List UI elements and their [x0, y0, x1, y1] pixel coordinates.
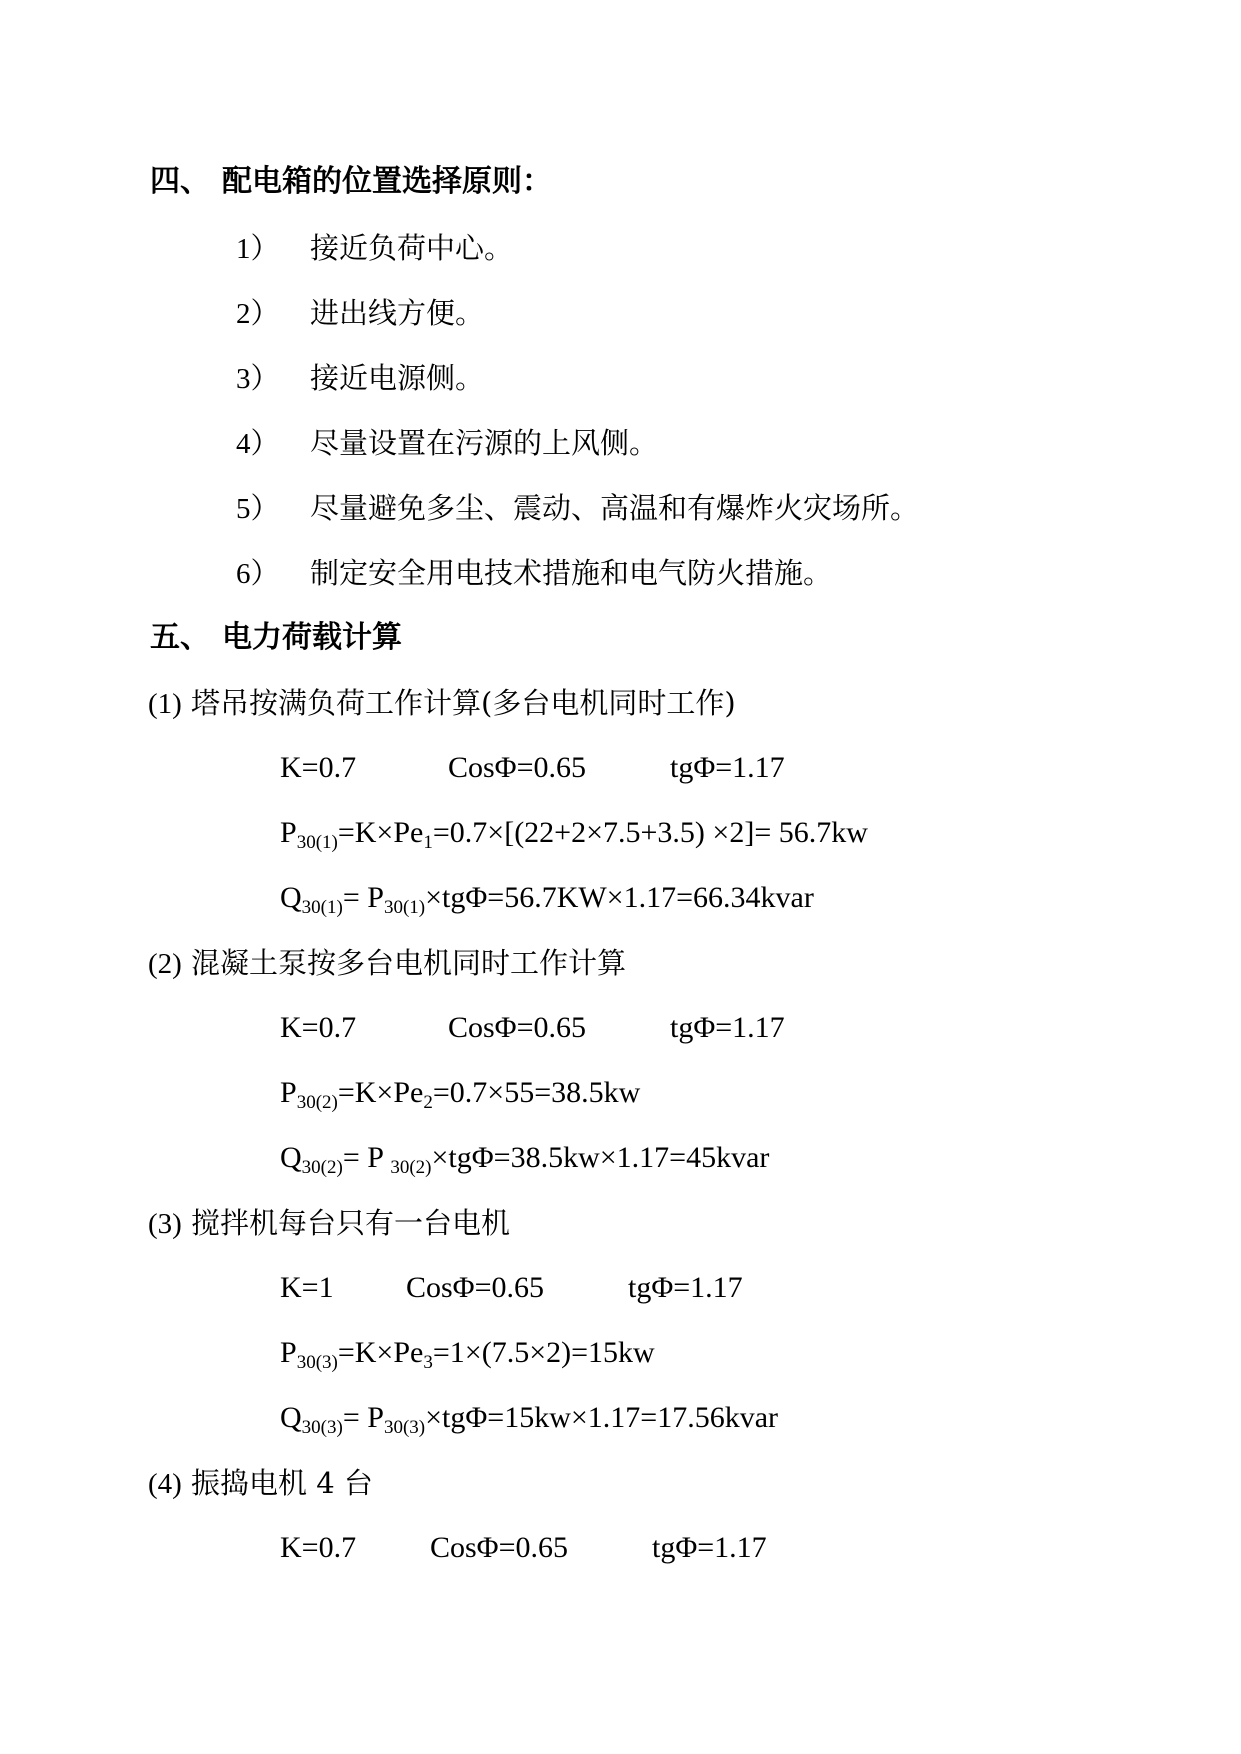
formula-part: =0.7×[(22+2×7.5+3.5) ×2]= 56.7kw: [432, 816, 868, 849]
list-text: 尽量避免多尘、震动、高温和有爆炸火灾场所。: [310, 491, 920, 525]
list-marker: 4）: [236, 428, 280, 460]
formula-symbol: Q: [280, 1141, 302, 1174]
calc-1-title: 塔吊按满负荷工作计算(多台电机同时工作): [191, 686, 736, 720]
formula-subscript: 30(3): [301, 1417, 343, 1438]
formula-symbol: P: [280, 816, 297, 849]
list-marker: 5）: [236, 493, 280, 525]
list-text: 尽量设置在污源的上风侧。: [310, 426, 659, 460]
calc-3-q-formula: [280, 1400, 778, 1436]
formula-symbol: Q: [280, 1401, 302, 1434]
list-marker: 2）: [236, 298, 280, 330]
section-5-number: 五、: [150, 620, 210, 655]
formula-subscript: 30(2): [390, 1157, 432, 1178]
tg-value: tgΦ=1.17: [628, 1271, 743, 1304]
formula-subscript: 30(1): [296, 832, 338, 853]
calc-4-heading: [148, 1465, 373, 1502]
formula-part: =K×Pe: [337, 816, 424, 849]
formula-part: = P: [342, 1401, 384, 1434]
list-marker: 3）: [236, 363, 280, 395]
list-text: 接近负荷中心。: [310, 231, 514, 265]
formula-part: =K×Pe: [337, 1336, 424, 1369]
formula-part: =1×(7.5×2)=15kw: [432, 1336, 655, 1369]
formula-symbol: Q: [280, 881, 302, 914]
calc-2-heading: [148, 945, 626, 982]
list-item: [236, 360, 484, 397]
formula-subscript: 1: [423, 832, 433, 853]
formula-subscript: 30(1): [383, 897, 426, 918]
list-marker: 1）: [236, 233, 280, 265]
cos-value: CosΦ=0.65: [406, 1271, 545, 1304]
section-5-heading: [150, 620, 402, 656]
k-value: K=0.7: [280, 1531, 357, 1564]
formula-part: ×tgΦ=56.7KW×1.17=66.34kvar: [425, 881, 814, 914]
calc-3-p-formula: [280, 1335, 655, 1371]
formula-part: = P: [342, 1141, 391, 1174]
k-value: K=1: [280, 1271, 334, 1304]
calc-1-coefficients: [280, 750, 785, 786]
calc-2-title: 混凝土泵按多台电机同时工作计算: [191, 946, 627, 980]
calc-3-tag: (3): [148, 1208, 182, 1240]
formula-part: ×tgΦ=15kw×1.17=17.56kvar: [425, 1401, 779, 1434]
calc-2-coefficients: [280, 1010, 785, 1046]
calc-3-heading: [148, 1205, 510, 1242]
formula-symbol: P: [280, 1076, 297, 1109]
calc-3-title: 搅拌机每台只有一台电机: [191, 1206, 511, 1240]
calc-2-p-formula: [280, 1075, 640, 1111]
cos-value: CosΦ=0.65: [448, 751, 587, 784]
formula-part: ×tgΦ=38.5kw×1.17=45kvar: [431, 1141, 770, 1174]
list-text: 制定安全用电技术措施和电气防火措施。: [310, 556, 833, 590]
calc-4-tag: (4): [148, 1468, 182, 1500]
formula-part: =K×Pe: [337, 1076, 424, 1109]
tg-value: tgΦ=1.17: [652, 1531, 767, 1564]
calc-2-q-formula: [280, 1140, 769, 1176]
calc-1-heading: [148, 685, 736, 722]
list-text: 进出线方便。: [310, 296, 485, 330]
formula-symbol: P: [280, 1336, 297, 1369]
list-item: [236, 425, 658, 462]
tg-value: tgΦ=1.17: [670, 1011, 785, 1044]
calc-1-q-formula: [280, 880, 814, 916]
list-text: 接近电源侧。: [310, 361, 485, 395]
formula-part: =0.7×55=38.5kw: [432, 1076, 641, 1109]
section-4-number: 四、: [150, 164, 210, 199]
formula-subscript: 30(3): [296, 1352, 338, 1373]
cos-value: CosΦ=0.65: [448, 1011, 587, 1044]
formula-subscript: 30(2): [296, 1092, 338, 1113]
calc-1-p-formula: [280, 815, 868, 851]
formula-subscript: 30(1): [301, 897, 343, 918]
section-4-title: 配电箱的位置选择原则：: [222, 164, 552, 199]
formula-subscript: 2: [423, 1092, 433, 1113]
calc-4-coefficients: [280, 1530, 767, 1566]
calc-1-tag: (1): [148, 688, 182, 720]
formula-part: = P: [342, 881, 384, 914]
cos-value: CosΦ=0.65: [430, 1531, 569, 1564]
section-5-title: 电力荷载计算: [222, 620, 402, 655]
calc-2-tag: (2): [148, 948, 182, 980]
calc-4-title: 振捣电机 4 台: [191, 1466, 373, 1500]
k-value: K=0.7: [280, 751, 357, 784]
calc-3-coefficients: [280, 1270, 743, 1306]
formula-subscript: 30(2): [301, 1157, 343, 1178]
list-item: [236, 295, 484, 332]
list-item: [236, 490, 919, 527]
list-item: [236, 230, 513, 267]
k-value: K=0.7: [280, 1011, 357, 1044]
list-marker: 6）: [236, 558, 280, 590]
tg-value: tgΦ=1.17: [670, 751, 785, 784]
formula-subscript: 30(3): [383, 1417, 426, 1438]
formula-subscript: 3: [423, 1352, 433, 1373]
section-4-heading: [150, 164, 552, 200]
list-item: [236, 555, 832, 592]
